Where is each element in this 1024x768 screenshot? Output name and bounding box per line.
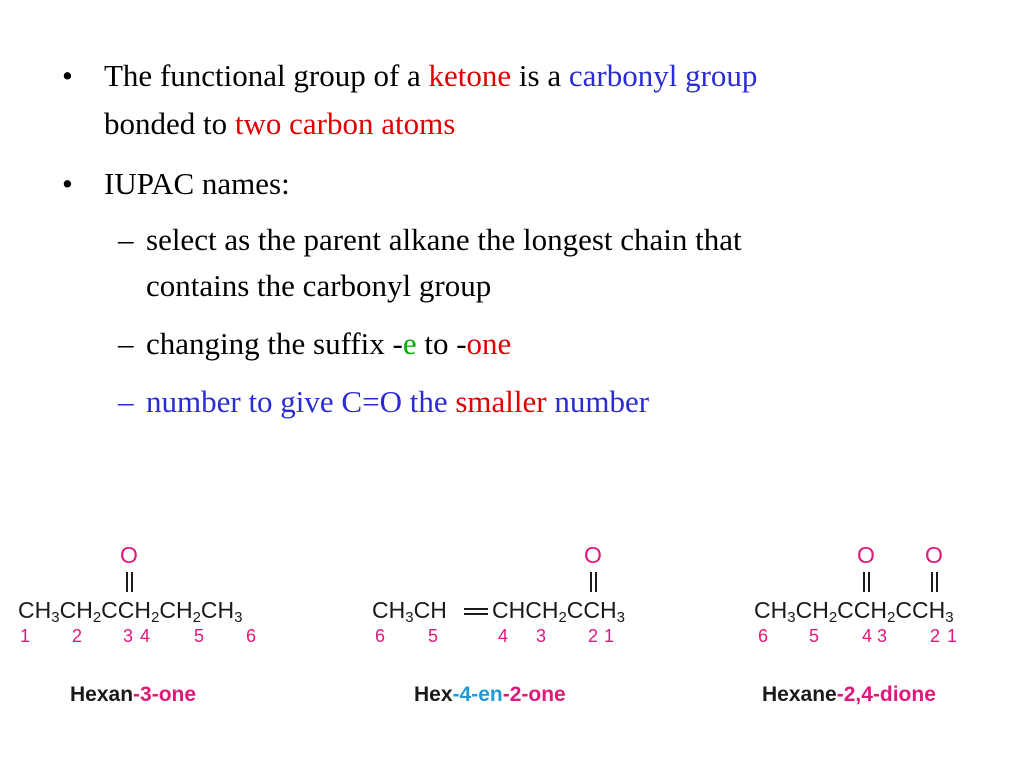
condensed-formula-part-a: $CH_3CH$ [372, 597, 447, 626]
carbon-number: 6 [758, 626, 769, 646]
condensed-formula: $CH_3CH_2CCH_2CH_2CH_3$ [18, 597, 243, 626]
sub-2-text [146, 326, 511, 362]
dash-glyph: – [118, 326, 134, 361]
carbon-number: 2 [930, 626, 941, 646]
carbon-number: 6 [246, 626, 257, 646]
double-bond [590, 572, 597, 592]
bullet-1-text-line-2 [104, 106, 455, 142]
text-run: is a [511, 58, 569, 93]
condensed-formula-part-b: $CHCH_2CCH_3$ [492, 597, 625, 626]
dash-glyph: – [118, 384, 134, 419]
compound-name: Hex-4-en-2-one [414, 683, 566, 706]
bullet-1-text-line-1 [104, 58, 757, 94]
suffix-one: one [466, 326, 512, 361]
carbon-number: 1 [947, 626, 958, 646]
carbon-number: 5 [809, 626, 820, 646]
carbon-number: 4 [140, 626, 151, 646]
text-run: to - [416, 326, 467, 361]
sub-1-line-1: select as the parent alkane the longest chain that [146, 222, 742, 257]
compound-name: Hexan-3-one [70, 683, 197, 706]
text-run: number to give C=O the [146, 384, 456, 419]
double-bond [126, 572, 133, 592]
carbon-number: 5 [194, 626, 205, 646]
bullet-1-line-1 [62, 58, 73, 94]
bullet-glyph: • [62, 58, 73, 93]
carbon-number: 2 [72, 626, 83, 646]
text-run: number [546, 384, 650, 419]
keyword-two-carbon-atoms: two carbon atoms [234, 106, 456, 141]
carbon-number: 4 [862, 626, 873, 646]
bullet-glyph: • [62, 166, 73, 201]
carbon-number: 3 [123, 626, 134, 646]
carbon-number: 5 [428, 626, 439, 646]
double-bond [863, 572, 870, 592]
carbon-number: 1 [604, 626, 615, 646]
keyword-ketone: ketone [428, 58, 512, 93]
carbon-number: 3 [877, 626, 888, 646]
sub-1-line-2: contains the carbonyl group [146, 268, 492, 303]
double-bond [464, 608, 488, 615]
oxygen-atom: O [857, 542, 875, 568]
oxygen-atom: O [584, 542, 602, 568]
sub-3-text [146, 384, 649, 420]
keyword-smaller: smaller [455, 384, 547, 419]
bullet-2-glyph [62, 166, 73, 202]
dash-glyph: – [118, 222, 134, 257]
double-bond [931, 572, 938, 592]
carbon-number: 3 [536, 626, 547, 646]
text-run: The functional group of a [104, 58, 429, 93]
oxygen-atom: O [120, 542, 138, 568]
carbon-number: 1 [20, 626, 31, 646]
condensed-formula: $CH_3CH_2CCH_2CCH_3$ [754, 597, 954, 626]
text-run: bonded to [104, 106, 235, 141]
carbon-number: 6 [375, 626, 386, 646]
bullet-2-text: IUPAC names: [104, 166, 290, 201]
carbon-number: 2 [588, 626, 599, 646]
oxygen-atom: O [925, 542, 943, 568]
keyword-carbonyl-group: carbonyl group [568, 58, 758, 93]
text-run: changing the suffix - [146, 326, 403, 361]
carbon-number: 4 [498, 626, 509, 646]
suffix-e: e [402, 326, 417, 361]
compound-name: Hexane-2,4-dione [762, 683, 936, 706]
